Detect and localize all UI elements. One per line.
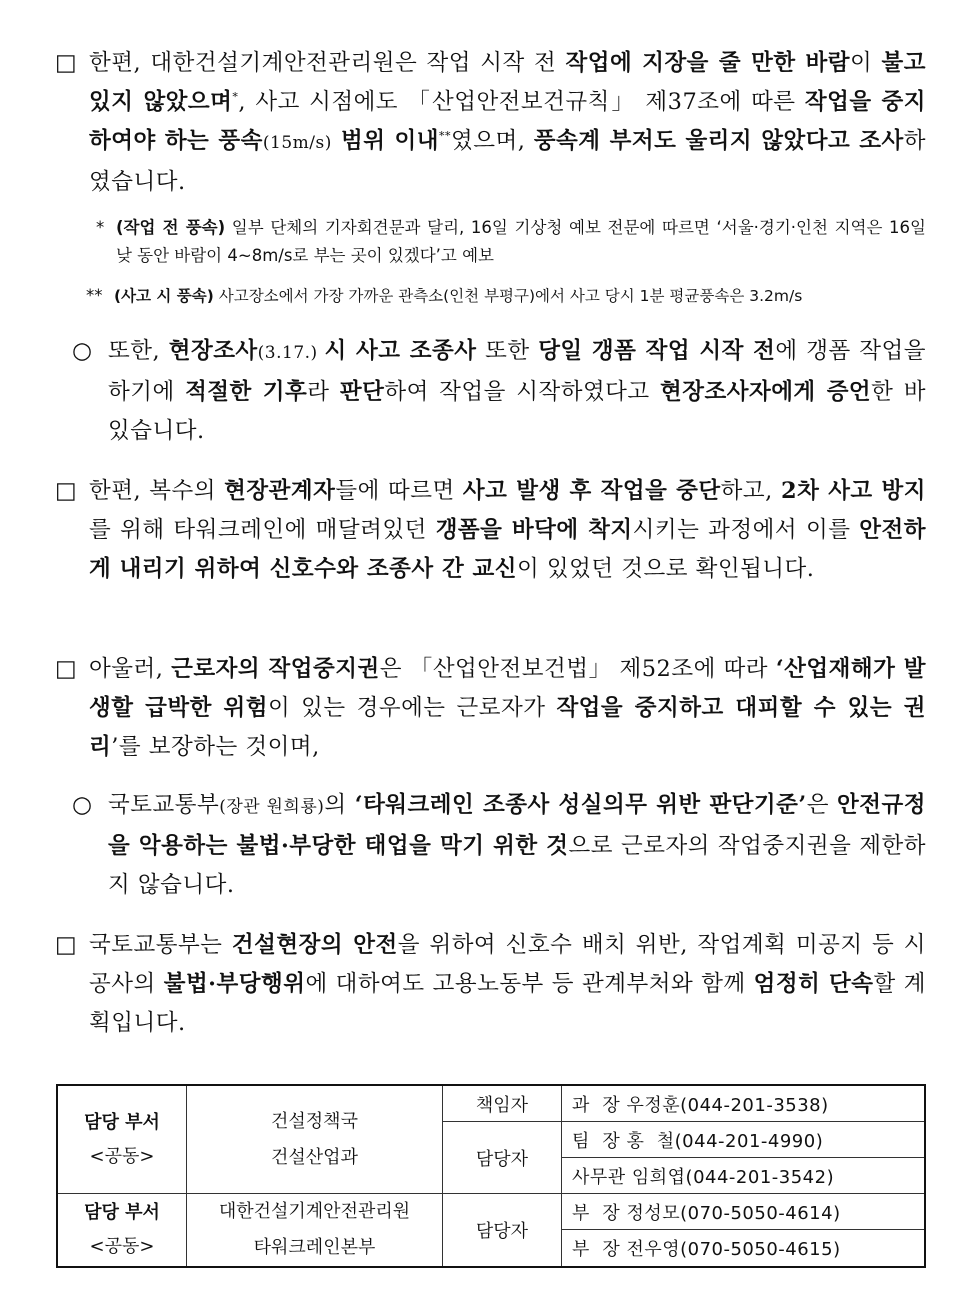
paragraph-text: 아울러, 근로자의 작업중지권은 「산업안전보건법」 제52조에 따라 ‘산업재해가 발생할 급박한 위험이 있는 경우에는 근로자가 작업을 중지하고 대피할 수 있는 권리’를 보장하는 것이며, bbox=[89, 656, 927, 760]
square-bullet: □ bbox=[55, 932, 77, 958]
paragraph-enforcement-plan bbox=[0, 926, 954, 1043]
organization-cell: 건설정책국 건설산업과 bbox=[187, 1085, 443, 1194]
paragraph-text: 국토교통부는 건설현장의 안전을 위하여 신호수 배치 위반, 작업계획 미공지 등 시공사의 불법·부당행위에 대하여도 고용노동부 등 관계부처와 함께 엄정히 단속할 계획입니다. bbox=[89, 932, 927, 1036]
footnote-mark: * bbox=[96, 218, 105, 237]
footnote-1: * (작업 전 풍속) 일부 단체의 기자회견문과 달리, 16일 기상청 예보 전문에 따르면 ‘서울·경기·인천 지역은 16일 낮 동안 바람이 4~8m/s로 부는 곳이 있겠다’고 예보 bbox=[0, 214, 954, 270]
square-bullet: □ bbox=[55, 50, 77, 76]
table-row bbox=[57, 1194, 925, 1230]
person-cell: 사무관 임희엽(044-201-3542) bbox=[562, 1158, 926, 1194]
paragraph-wind-investigation bbox=[0, 44, 954, 202]
table-row bbox=[57, 1085, 925, 1122]
role-cell: 책임자 bbox=[443, 1085, 562, 1122]
contact-table bbox=[56, 1084, 926, 1268]
person-cell: 팀 장 홍 철(044-201-4990) bbox=[562, 1122, 926, 1158]
role-cell: 담당자 bbox=[443, 1122, 562, 1194]
circle-bullet: ○ bbox=[72, 792, 93, 818]
department-label-cell: 담당 부서 <공동> bbox=[57, 1194, 187, 1268]
paragraph-text: 국토교통부(장관 원희룡)의 ‘타워크레인 조종사 성실의무 위반 판단기준’은 안전규정을 악용하는 불법·부당한 태업을 막기 위한 것으로 근로자의 작업중지권을 제한하지 않습니다. bbox=[108, 792, 926, 898]
department-label-cell: 담당 부서 <공동> bbox=[57, 1085, 187, 1194]
paragraph-after-accident bbox=[0, 472, 954, 589]
person-cell: 부 장 전우영(070-5050-4615) bbox=[562, 1230, 926, 1267]
organization-cell: 대한건설기계안전관리원 타워크레인본부 bbox=[187, 1194, 443, 1268]
person-cell: 부 장 정성모(070-5050-4614) bbox=[562, 1194, 926, 1230]
paragraph-text: 또한, 현장조사(3.17.) 시 사고 조종사 또한 당일 갱폼 작업 시작 전에 갱폼 작업을 하기에 적절한 기후라 판단하여 작업을 시작하였다고 현장조사자에게 증언한 바 있습니다. bbox=[108, 338, 927, 444]
footnote-2: ** (사고 시 풍속) 사고장소에서 가장 가까운 관측소(인천 부평구)에서 사고 당시 1분 평균풍속은 3.2m/s bbox=[0, 282, 954, 310]
paragraph-stop-work-right bbox=[0, 650, 954, 767]
square-bullet: □ bbox=[55, 478, 77, 504]
paragraph-text: 한편, 복수의 현장관계자들에 따르면 사고 발생 후 작업을 중단하고, 2차 사고 방지를 위해 타워크레인에 매달려있던 갱폼을 바닥에 착지시키는 과정에서 이를 안전하게 내리기 위하여 신호수와 조종사 간 교신이 있었던 것으로 확인됩니다. bbox=[89, 478, 926, 582]
person-cell: 과 장 우정훈(044-201-3538) bbox=[562, 1085, 926, 1122]
circle-bullet: ○ bbox=[72, 338, 93, 364]
square-bullet: □ bbox=[55, 656, 77, 682]
paragraph-text: 한편, 대한건설기계안전관리원은 작업 시작 전 작업에 지장을 줄 만한 바람이 불고 있지 않았으며*, 사고 시점에도 「산업안전보건규칙」 제37조에 따른 작업을 중지하여야 하는 풍속(15m/s) 범위 이내**였으며, 풍속계 부저도 울리지 않았다고 조사하였습니다. bbox=[89, 50, 927, 195]
paragraph-site-survey bbox=[0, 332, 954, 451]
footnote-mark: ** bbox=[86, 286, 103, 305]
paragraph-ministry-criteria bbox=[0, 786, 954, 905]
role-cell: 담당자 bbox=[443, 1194, 562, 1268]
